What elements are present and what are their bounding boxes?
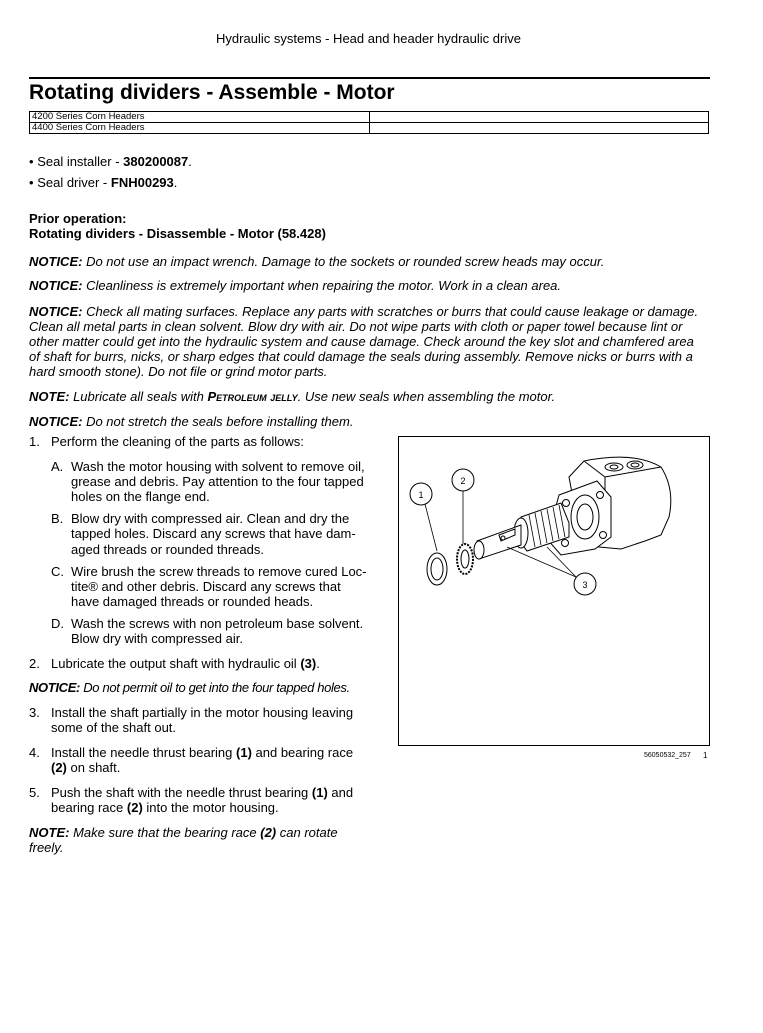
page-title: Rotating dividers - Assemble - Motor <box>29 81 395 104</box>
notice-label: NOTICE: <box>29 278 83 293</box>
note-text: freely. <box>29 840 64 855</box>
step-text <box>51 800 279 815</box>
notice-text: Check all mating surfaces. Replace any parts with scratches or burrs that could cause leakage or damage. <box>86 304 699 319</box>
notice-label: NOTICE: <box>29 414 83 429</box>
note-cell <box>370 123 709 134</box>
substep-letter: C. <box>51 564 64 579</box>
notice-cleanliness <box>29 278 561 293</box>
callout-ref: (2) <box>126 800 143 815</box>
tool-item <box>29 154 192 169</box>
note-label: NOTE: <box>29 825 70 840</box>
notice-oil <box>29 680 350 695</box>
substep-text: holes on the flange end. <box>71 489 210 504</box>
tool-item <box>29 175 177 190</box>
figure-number: 1 <box>703 751 708 760</box>
note-text: Make sure that the bearing race <box>73 825 261 840</box>
step-text <box>51 656 320 671</box>
substep-text: Wash the screws with non petroleum base solvent. <box>71 616 364 631</box>
substep-text: tite® and other debris. Discard any screws that <box>71 579 341 594</box>
note-label: NOTE: <box>29 389 70 404</box>
notice-label: NOTICE: <box>29 254 83 269</box>
step-text-part: and bearing race <box>251 745 354 760</box>
callout-ref: (1) <box>236 745 252 760</box>
motor-illustration <box>399 437 709 745</box>
note-text: can rotate <box>276 825 338 840</box>
callout-label-2: 2 <box>460 476 466 486</box>
notice-text: Clean all metal parts in clean solvent. Blow dry with air. Do not wipe parts with cloth or paper towel because lint or <box>29 319 683 334</box>
note-lubricate <box>29 389 555 404</box>
substep-text: Blow dry with compressed air. Clean and dry the <box>71 511 350 526</box>
table-row <box>30 123 709 134</box>
callout-ref: (2) <box>260 825 277 840</box>
note-rotate <box>29 825 338 840</box>
step-text-part: on shaft. <box>66 760 121 775</box>
substep-letter: B. <box>51 511 64 526</box>
model-cell: 4200 Series Corn Headers <box>30 112 370 123</box>
notice-text: Cleanliness is extremely important when repairing the motor. Work in a clean area. <box>86 278 562 293</box>
bullet: • <box>29 175 34 190</box>
notice-text: of shaft for burrs, nicks, or sharp edges that could damage the seals during assembly. Remove nicks or burrs with a <box>29 349 693 364</box>
step-text-part: Push the shaft with the needle thrust bearing <box>51 785 312 800</box>
substep-text: Wash the motor housing with solvent to remove oil, <box>71 459 365 474</box>
step-text-part: into the motor housing. <box>142 800 279 815</box>
substep-text: Wire brush the screw threads to remove cured Loc- <box>71 564 367 579</box>
notice-label: NOTICE: <box>29 304 83 319</box>
note-cell <box>370 112 709 123</box>
punct: . <box>316 656 320 671</box>
substep-text: Blow dry with compressed air. <box>71 631 243 646</box>
callout-ref: (3) <box>300 656 317 671</box>
step-number: 2. <box>29 656 40 671</box>
substep-letter: A. <box>51 459 64 474</box>
punct: . <box>188 154 192 169</box>
model-cell: 4400 Series Corn Headers <box>30 123 370 134</box>
tool-code: 380200087 <box>123 154 189 169</box>
substep-text: tapped holes. Discard any screws that have dam- <box>71 526 356 541</box>
callout-ref: (1) <box>311 785 328 800</box>
step-number: 3. <box>29 705 40 720</box>
step-text: Perform the cleaning of the parts as follows: <box>51 434 304 449</box>
table-row <box>30 112 709 123</box>
substep-letter: D. <box>51 616 64 631</box>
applicability-table <box>29 111 709 134</box>
prior-operation-label: Prior operation: <box>29 211 127 226</box>
tool-label: Seal driver - <box>37 175 111 190</box>
step-text-part: Lubricate the output shaft with hydraulic oil <box>51 656 301 671</box>
substep-text: grease and debris. Pay attention to the four tapped <box>71 474 364 489</box>
step-text: Install the shaft partially in the motor housing leaving <box>51 705 354 720</box>
punct: . <box>173 175 178 190</box>
bullet: • <box>29 154 34 169</box>
callout-ref: (2) <box>51 760 67 775</box>
tool-label: Seal installer - <box>37 154 124 169</box>
product-name: Petroleum jelly <box>207 389 298 404</box>
notice-text: other matter could get into the hydraulic system and cause damage. Check around the key slot and chamfered area <box>29 334 694 349</box>
notice-stretch <box>29 414 353 429</box>
notice-label: NOTICE: <box>29 680 80 695</box>
figure-frame <box>398 436 710 746</box>
running-header: Hydraulic systems - Head and header hydraulic drive <box>216 31 521 46</box>
notice-text: Do not use an impact wrench. Damage to the sockets or rounded screw heads may occur. <box>86 254 605 269</box>
notice-text: hard smooth stone). Do not file or grind motor parts. <box>29 364 328 379</box>
note-text: . Use new seals when assembling the motor. <box>297 389 556 404</box>
substep-text: aged threads or rounded threads. <box>71 542 264 557</box>
step-text-part: and <box>327 785 354 800</box>
step-number: 4. <box>29 745 40 760</box>
notice-mating-line <box>29 304 698 319</box>
notice-text: Do not permit oil to get into the four tapped holes. <box>83 680 350 695</box>
step-text <box>51 760 120 775</box>
substep-text: have damaged threads or rounded heads. <box>71 594 314 609</box>
step-text: some of the shaft out. <box>51 720 177 735</box>
step-text-part: bearing race <box>51 800 127 815</box>
callout-label-1: 1 <box>418 490 424 500</box>
callout-label-3: 3 <box>582 580 588 590</box>
step-number: 1. <box>29 434 40 449</box>
notice-impact-wrench <box>29 254 604 269</box>
tool-code: FNH00293 <box>110 175 174 190</box>
step-number: 5. <box>29 785 40 800</box>
header-rule <box>29 77 710 79</box>
note-text: Lubricate all seals with <box>73 389 208 404</box>
step-text <box>51 785 353 800</box>
notice-text: Do not stretch the seals before installing them. <box>86 414 354 429</box>
prior-operation-link[interactable]: Rotating dividers - Disassemble - Motor (58.428) <box>29 226 326 241</box>
step-text <box>51 745 353 760</box>
figure-caption: 56050532_257 <box>644 752 691 759</box>
step-text-part: Install the needle thrust bearing <box>51 745 237 760</box>
